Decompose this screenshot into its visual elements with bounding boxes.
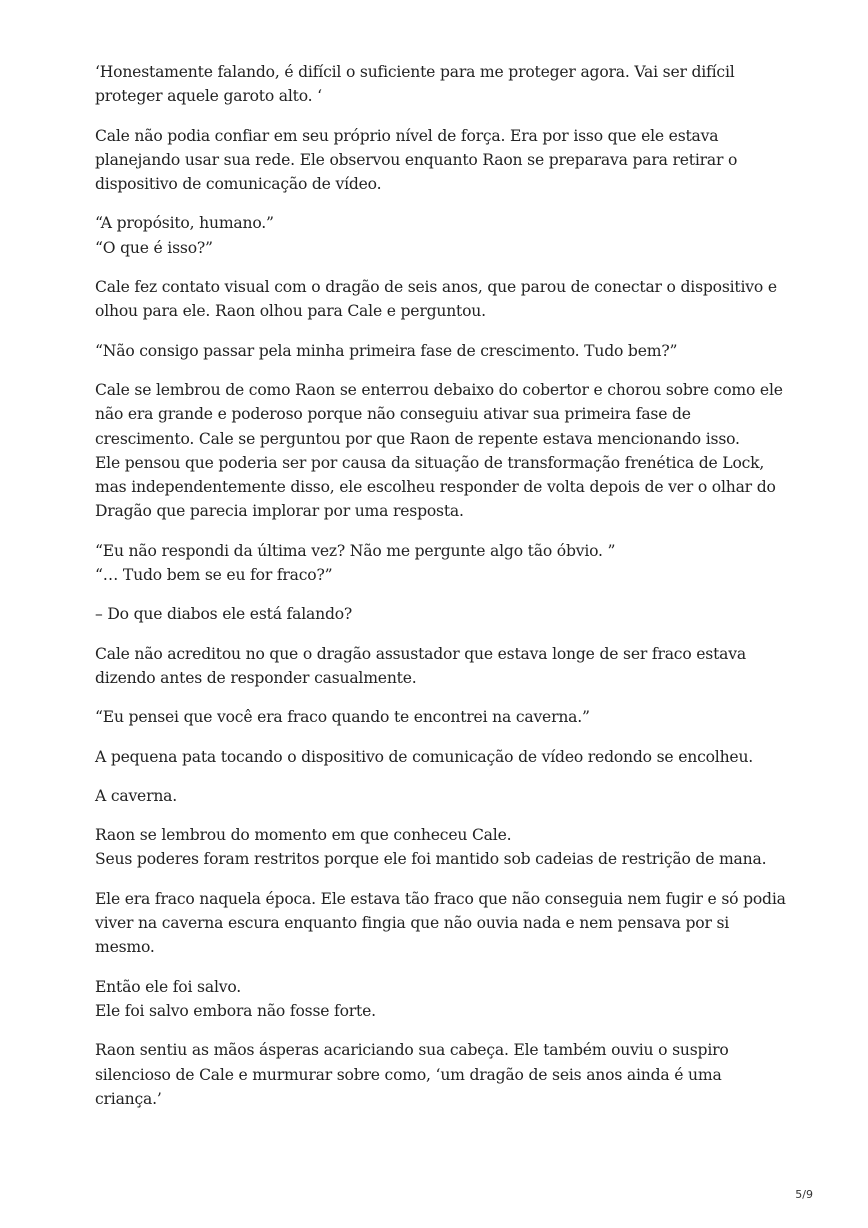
text-line: Cale fez contato visual com o dragão de seis anos, que parou de conectar o dispositivo e: [95, 278, 777, 297]
text-line: Ele pensou que poderia ser por causa da situação de transformação frenética de Lock,: [95, 453, 765, 472]
text-line: silencioso de Cale e murmurar sobre como, ‘um dragão de seis anos ainda é uma: [95, 1065, 722, 1084]
text-line: “Eu pensei que você era fraco quando te encontrei na caverna.”: [95, 708, 590, 727]
paragraph: [95, 60, 785, 109]
text-line: mesmo.: [95, 938, 155, 957]
text-line: Raon se lembrou do momento em que conheceu Cale.: [95, 826, 512, 845]
text-line: Cale não podia confiar em seu próprio nível de força. Era por isso que ele estava: [95, 126, 719, 145]
paragraph: [95, 211, 785, 260]
page-number: 5/9: [795, 1188, 813, 1201]
text-line: “Não consigo passar pela minha primeira fase de crescimento. Tudo bem?”: [95, 341, 678, 360]
text-line: – Do que diabos ele está falando?: [95, 605, 353, 624]
paragraph: [95, 823, 785, 872]
text-line: crescimento. Cale se perguntou por que Raon de repente estava mencionando isso.: [95, 429, 740, 448]
paragraph: [95, 975, 785, 1024]
paragraph: [95, 539, 785, 588]
paragraph: [95, 1038, 785, 1111]
paragraph: [95, 745, 785, 769]
text-line: “A propósito, humano.”: [95, 214, 274, 233]
text-line: Seus poderes foram restritos porque ele foi mantido sob cadeias de restrição de mana.: [95, 850, 767, 869]
paragraph: [95, 124, 785, 197]
text-line: Então ele foi salvo.: [95, 977, 242, 996]
paragraph: [95, 642, 785, 691]
paragraph: [95, 602, 785, 626]
text-line: criança.’: [95, 1089, 162, 1108]
text-line: Cale não acreditou no que o dragão assustador que estava longe de ser fraco estava: [95, 644, 746, 663]
text-line: “… Tudo bem se eu for fraco?”: [95, 566, 333, 585]
text-line: ‘Honestamente falando, é difícil o suficiente para me proteger agora. Vai ser difícil: [95, 63, 735, 81]
text-line: Dragão que parecia implorar por uma resposta.: [95, 502, 464, 521]
text-line: planejando usar sua rede. Ele observou enquanto Raon se preparava para retirar o: [95, 150, 738, 169]
paragraph: [95, 887, 785, 960]
text-line: Ele era fraco naquela época. Ele estava tão fraco que não conseguia nem fugir e só podia: [95, 889, 786, 908]
text-line: “O que é isso?”: [95, 238, 213, 257]
text-line: Ele foi salvo embora não fosse forte.: [95, 1001, 376, 1020]
text-line: Raon sentiu as mãos ásperas acariciando sua cabeça. Ele também ouviu o suspiro: [95, 1041, 729, 1060]
text-line: “Eu não respondi da última vez? Não me pergunte algo tão óbvio. ”: [95, 541, 616, 560]
text-line: dizendo antes de responder casualmente.: [95, 668, 417, 687]
paragraph: [95, 705, 785, 729]
document-body: [95, 60, 785, 1126]
paragraph: [95, 784, 785, 808]
text-line: não era grande e poderoso porque não conseguiu ativar sua primeira fase de: [95, 405, 691, 424]
text-line: Cale se lembrou de como Raon se enterrou debaixo do cobertor e chorou sobre como ele: [95, 380, 783, 399]
text-line: dispositivo de comunicação de vídeo.: [95, 175, 382, 194]
text-line: olhou para ele. Raon olhou para Cale e perguntou.: [95, 302, 486, 321]
text-line: mas independentemente disso, ele escolheu responder de volta depois de ver o olhar do: [95, 478, 776, 497]
paragraph: [95, 339, 785, 363]
paragraph: [95, 275, 785, 324]
text-line: proteger aquele garoto alto. ‘: [95, 87, 322, 106]
paragraph: [95, 378, 785, 524]
text-line: viver na caverna escura enquanto fingia que não ouvia nada e nem pensava por si: [95, 914, 730, 933]
text-line: A pequena pata tocando o dispositivo de comunicação de vídeo redondo se encolheu.: [95, 747, 754, 766]
text-line: A caverna.: [95, 786, 178, 805]
